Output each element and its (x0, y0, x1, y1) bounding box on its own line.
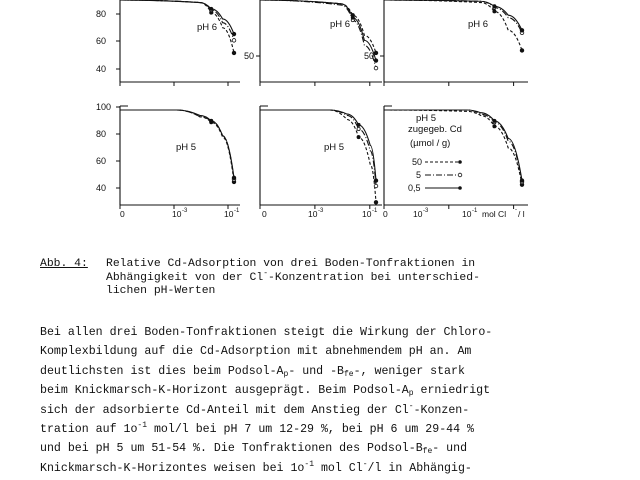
series-point-mid-bottom-middle-0 (357, 136, 360, 139)
series-point-top-right-0 (520, 49, 524, 53)
ph-label-top-right: pH 6 (468, 19, 489, 30)
y-tick-label-bottom-left-0: 100 (96, 102, 112, 112)
series-point-mid-bottom-right-0 (493, 125, 496, 128)
body-line-7b: - und (432, 442, 468, 456)
body-line-3a: deutlichsten ist dies beim Podsol-A (40, 364, 284, 378)
body-line-6b: mol/l bei pH 7 um 12-29 %, bei pH 6 um 29-44 % (147, 423, 475, 437)
body-line-4a: beim Knickmarsch-K-Horizont ausgeprägt. Beim Podsol-A (40, 384, 409, 398)
series-point-top-middle-0 (374, 51, 378, 55)
x-axis-unit-tail: / l (518, 209, 525, 219)
body-line-8c: /l in Abhängig- (367, 461, 472, 475)
x-tick-0-p3: 0 (383, 209, 388, 219)
legend-entry-50: 50 (412, 157, 423, 167)
body-line-8-sup2: - (362, 459, 368, 469)
series-line-bottom-middle-1 (260, 110, 376, 186)
legend (408, 124, 462, 193)
body-paragraph (40, 323, 630, 478)
panel-top-right (364, 0, 528, 86)
body-line-7a: und bei pH 5 um 51-54 %. Die Tonfraktionen des Podsol-B (40, 442, 423, 456)
y-tick-label-bottom-left-1: 80 (96, 129, 107, 139)
series-point-top-right-2 (520, 28, 524, 32)
body-line-5a: sich der adsorbierte Cd-Anteil mit dem Anstieg der Cl (40, 403, 409, 417)
y-tick-label-top-left-1: 60 (96, 36, 107, 46)
x-tick-base-p3b: 10 (462, 209, 472, 219)
series-point-top-left-0 (232, 51, 236, 55)
series-line-bottom-right-2 (384, 110, 522, 181)
caption-line-1: Relative Cd-Adsorption von drei Boden-Tonfraktionen in (106, 258, 476, 270)
body-line-6 (40, 420, 630, 439)
series-point-bottom-middle-0 (374, 200, 378, 204)
series-line-bottom-right-1 (384, 110, 522, 182)
body-line-3c: -, weniger stark (353, 364, 465, 378)
series-point-bottom-right-2 (520, 179, 524, 183)
body-line-3-sub2: fe (344, 369, 354, 379)
series-point-mid-bottom-left-2 (210, 119, 213, 122)
series-line-bottom-right-0 (384, 110, 522, 185)
body-line-7 (40, 439, 630, 458)
ph-label-bottom-left: pH 5 (176, 142, 197, 153)
body-line-3 (40, 362, 630, 381)
legend-title-1: zugegeb. Cd (408, 124, 462, 135)
y-tick-label-top-right-0: 50 (364, 51, 375, 61)
x-tick-labels (120, 207, 525, 219)
panel-top-left (96, 0, 240, 86)
x-tick-exp-p3b: -1 (472, 208, 478, 214)
series-line-bottom-middle-2 (260, 110, 376, 181)
y-tick-label-bottom-left-2: 60 (96, 156, 107, 166)
x-axis-unit: mol Cl (482, 209, 507, 219)
body-line-7-sub: fe (422, 447, 433, 457)
series-point-mid-top-right-2 (493, 5, 496, 8)
body-line-2: Komplexbildung auf die Cd-Adsorption mit abnehmendem pH an. Am (40, 345, 472, 359)
series-point-mid-bottom-middle-1 (357, 127, 360, 130)
figure-caption (40, 258, 600, 299)
caption-line-2-tail: -Konzentration bei unterschied- (268, 271, 480, 284)
body-line-4b: erniedrigt (413, 384, 491, 398)
body-line-4-sub: p (408, 389, 414, 399)
x-tick-0-p1: 0 (120, 209, 125, 219)
panel-bottom-middle (260, 106, 382, 209)
series-line-top-left-1 (120, 0, 234, 40)
series-point-mid-top-left-2 (210, 7, 213, 10)
body-line-5b: -Konzen- (413, 403, 470, 417)
body-line-8a: Knickmarsch-K-Horizontes weisen bei 1o (40, 461, 305, 475)
body-line-4 (40, 381, 630, 400)
x-tick-base-p1a: 10 (172, 209, 182, 219)
panel-bottom-right (384, 106, 528, 209)
caption-line-3: lichen pH-Werten (106, 285, 216, 297)
legend-entry-5: 5 (416, 170, 422, 180)
x-tick-exp-p1a: -3 (182, 208, 188, 214)
series-point-top-left-2 (232, 32, 236, 36)
body-line-5 (40, 401, 630, 420)
y-tick-label-top-left-2: 40 (96, 64, 107, 74)
body-line-8 (40, 459, 630, 478)
legend-entry-0-5: 0,5 (408, 183, 421, 193)
x-tick-base-p2b: 10 (362, 209, 372, 219)
series-point-top-middle-1 (374, 66, 378, 70)
series-point-mid-bottom-middle-2 (357, 123, 360, 126)
series-point-top-left-1 (232, 39, 236, 43)
ph-label-top-middle: pH 6 (330, 19, 351, 30)
x-tick-exp-p1b: -1 (234, 208, 240, 214)
body-line-6a: tration auf 1o (40, 423, 138, 437)
series-point-mid-bottom-right-2 (493, 119, 496, 122)
legend-title-2: (µmol / g) (410, 138, 451, 149)
panel-top-middle (244, 0, 382, 86)
panel-bottom-left (96, 102, 240, 209)
body-line-5-sup: - (408, 401, 414, 411)
ph-label-bottom-right: pH 5 (416, 113, 437, 124)
body-line-3-sub1: p (283, 369, 289, 379)
x-tick-base-p1b: 10 (224, 209, 234, 219)
body-line-6-sup: -1 (137, 421, 148, 431)
series-line-top-middle-2 (260, 0, 376, 61)
caption-line-2: Abhängigkeit von der Cl (106, 271, 264, 284)
x-tick-base-p3a: 10 (413, 209, 423, 219)
body-line-1: Bei allen drei Boden-Tonfraktionen steigt die Wirkung der Chloro- (40, 326, 493, 339)
series-point-bottom-middle-1 (374, 184, 378, 188)
x-tick-0-p2: 0 (262, 209, 267, 219)
series-point-bottom-left-2 (232, 176, 236, 180)
series-point-mid-top-middle-2 (351, 16, 354, 19)
series-line-top-middle-1 (260, 0, 376, 68)
x-tick-exp-p3a: -3 (423, 208, 429, 214)
y-tick-label-bottom-left-3: 40 (96, 183, 107, 193)
x-tick-base-p2a: 10 (308, 209, 318, 219)
x-axis-unit-sup: - (515, 207, 517, 213)
caption-line-2-sup: - (263, 268, 269, 278)
caption-label: Abb. 4: (40, 258, 88, 270)
series-point-top-middle-2 (374, 59, 378, 63)
series-line-top-right-2 (384, 0, 522, 30)
y-tick-label-top-left-0: 80 (96, 9, 107, 19)
series-point-mid-top-right-0 (493, 10, 496, 13)
series-point-bottom-middle-2 (374, 179, 378, 183)
body-line-3b: - und -B (288, 364, 344, 378)
ph-label-bottom-middle: pH 5 (324, 142, 345, 153)
ph-label-top-left: pH 6 (197, 22, 218, 33)
y-tick-label-top-middle-0: 50 (244, 51, 255, 61)
body-line-8-sup: -1 (304, 459, 314, 469)
body-line-8b: mol Cl (314, 461, 363, 475)
series-line-top-right-0 (384, 0, 522, 50)
x-tick-exp-p2a: -3 (318, 208, 324, 214)
x-tick-exp-p2b: -1 (372, 208, 378, 214)
